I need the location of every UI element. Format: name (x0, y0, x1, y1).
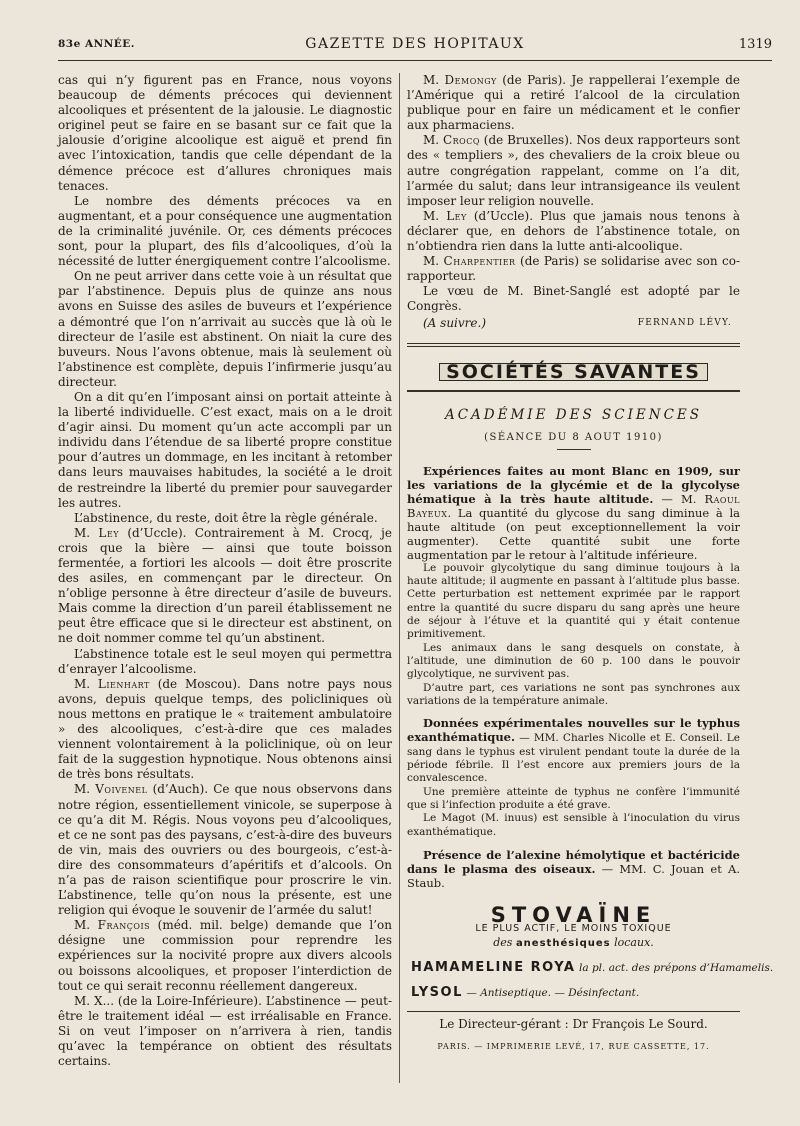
short-rule (557, 449, 591, 450)
speaker-name: Charpentier (443, 254, 516, 269)
hamameline-brand: HAMAMELINE ROYA (411, 960, 576, 975)
signature (407, 316, 740, 331)
page-header (58, 36, 772, 56)
paragraph: M. Voivenel (d’Auch). Ce que nous observons dans notre région, essentiellement vinicole, se superpose à ce qu’a dit M. Régis. Nous voyons peu d’alcooliques, et ce ne sont pas des paysans, c’est-à-dire des buveurs de vin, mais des ouvriers ou des bourgeois, c’est-à-dire des consommateurs d’apéritifs et d’alcools. On n’a pas de raison scientifique pour proscrire le vin. L’abstinence, telle qu’on nous la présente, est une religion qui évoque le souvenir de l’armée du salut! (58, 782, 392, 918)
lysol-ad (411, 985, 740, 1001)
left-column (58, 73, 392, 1069)
author-name: MM. C. Jouan et A. Staub. (407, 861, 740, 890)
paragraph: L’abstinence, du reste, doit être la règle générale. (74, 510, 378, 525)
paragraph: Le pouvoir glycolytique du sang diminue toujours à la haute altitude; il augmente en passant à l’altitude plus basse. Cette perturbation est nettement exprimée par le rapport entre la quantité du sucre disparu du sang après une heure de séjour à l’étuve et la quantité qui y était contenue primitivement. (407, 561, 740, 641)
article: Présence de l’alexine hémolytique et bactéricide dans le plasma des oiseaux. — MM. C. Jouan et A. Staub. (407, 847, 740, 890)
speaker-name: François (97, 918, 151, 933)
divider (407, 1011, 740, 1012)
academy-heading: ACADÉMIE DES SCIENCES (444, 406, 703, 423)
paragraph: Une première atteinte de typhus ne confère l’immunité que si l’infection produite a été grave. (407, 785, 740, 811)
author-name: Raoul Bayeux (407, 491, 740, 520)
speaker-name: Ley (446, 208, 467, 223)
author-signature: FERNAND LÉVY. (637, 317, 732, 328)
hamameline-description: la pl. act. des prépons d’Hamamelis. (579, 962, 774, 974)
paragraph: Le Magot (M. inuus) est sensible à l’inoculation du virus exanthématique. (407, 812, 740, 838)
paragraph: On ne peut arriver dans cette voie à un résultat que par l’abstinence. Depuis plus de quinze ans nous avons en Suisse des asiles de buveurs et l’expérience a démontré que l’on n’arrivait au succès que là où le directeur de l’asile est abstinent. On niait la cure des buveurs. Nous l’avons obtenue, mais là seulement où l’abstinence est complète, depuis l’infirmerie jusqu’au directeur. (58, 269, 392, 389)
paragraph: M. Demongy (de Paris). Je rappellerai l’exemple de l’Amérique qui a retiré l’alcool de la circulation publique pour en faire un médicament et le confier aux pharmaciens. (407, 73, 740, 133)
paragraph: M. Crocq (de Bruxelles). Nos deux rapporteurs sont des « templiers », des chevaliers de la croix bleue ou autre congrégation rappelant, comme on l’a dit, l’armée du salut; dans leur intransigeance ils veulent imposer leur religion nouvelle. (407, 133, 740, 208)
stovaine-ad-subtitle: des anesthésiques locaux. (493, 935, 654, 949)
speaker-name: Ley (98, 525, 120, 540)
paragraph: On a dit qu’en l’imposant ainsi on portait atteinte à la liberté individuelle. C’est exact, mais on a le droit d’agir ainsi. Du moment qu’un acte accompli par un individu dans l’étendue de sa liberté propre constitue pour d’autres un dommage, en les incitant à retomber dans leurs mauvaises habitudes, la société a le droit de restreindre la liberté du premier pour sauvegarder les autres. (58, 389, 392, 510)
column-divider (399, 73, 400, 1083)
speaker-name: Crocq (442, 133, 480, 148)
printer-line: PARIS. — IMPRIMERIE LEVÉ, 17, RUE CASSETTE, 17. (437, 1042, 710, 1052)
lysol-brand: LYSOL (411, 985, 463, 1001)
right-column (407, 73, 774, 1054)
header-rule (58, 60, 772, 61)
speaker-name: Demongy (444, 73, 497, 87)
article-title: Données expérimentales nouvelles sur le typhus exanthématique. (407, 716, 740, 745)
stovaine-ad-title: STOVAÏNE (490, 902, 657, 927)
paragraph: cas qui n’y figurent pas en France, nous voyons beaucoup de déments précoces qui deviennent alcooliques et présentent de la jalousie. Le diagnostic originel peut se faire en se basant sur ce fait que la jalousie d’origine alcoolique est aiguë et prend fin avec l’intoxication, tandis que celle dépendant de la démence précoce est d’allures chroniques mais tenaces. (58, 73, 392, 193)
speaker-name: Lienhart (97, 676, 150, 691)
hamameline-ad (411, 960, 774, 976)
paragraph: L’abstinence totale est le seul moyen qui permettra d’enrayer l’alcoolisme. (58, 646, 392, 676)
author-name: MM. Charles Nicolle et E. Conseil (533, 732, 720, 745)
page-number: 1319 (738, 37, 772, 52)
paragraph: Le vœu de M. Binet-Sanglé est adopté par le Congrès. (407, 284, 740, 314)
director-line: Le Directeur-gérant : Dr François Le Sourd. (439, 1017, 708, 1032)
article: Données expérimentales nouvelles sur le typhus exanthématique. — MM. Charles Nicolle et E. Conseil. Le sang dans le typhus est virulent pendant toute la durée de la période fébrile. Il l’est encore aux premiers jours de la convalescence. (407, 716, 740, 785)
session-date: (SÉANCE DU 8 AOUT 1910) (484, 431, 663, 443)
divider (407, 343, 740, 344)
paragraph: M. Ley (d’Uccle). Contrairement à M. Crocq, je crois que la bière — ainsi que toute boisson fermentée, a fortiori les alcools — doit être proscrite des asiles, en commençant par le directeur. On n’oblige personne à être directeur d’asile de buveurs. Mais comme la direction d’un pareil établissement ne peut être efficace que si le directeur est abstinent, on ne doit nommer comme tel qu’un abstinent. (58, 525, 393, 646)
journal-title: GAZETTE DES HOPITAUX (305, 36, 525, 52)
speaker-name: Voivenel (95, 782, 148, 797)
to-be-continued: (A suivre.) (423, 315, 486, 330)
lysol-description: — Antiseptique. — Désinfectant. (466, 987, 640, 1000)
article-title: Présence de l’alexine hémolytique et bactéricide dans le plasma des oiseaux. (407, 847, 740, 876)
article-title: Expériences faites au mont Blanc en 1909, sur les variations de la glycémie et de la glycolyse hématique à la très haute altitude. (407, 463, 740, 506)
stovaine-ad-tagline: LE PLUS ACTIF, LE MOINS TOXIQUE (475, 922, 672, 934)
paragraph: M. Lienhart (de Moscou). Dans notre pays nous avons, depuis quelque temps, des policliniques où nous mettons en pratique le « traitement ambulatoire » des alcooliques, c’est-à-dire que ces malades viennent volontairement à la policlinique, où on leur fait de la suggestion hypnotique. Nous obtenons ainsi de très bons résultats. (58, 676, 392, 782)
paragraph: Le nombre des déments précoces va en augmentant, et a pour conséquence une augmentation de la criminalité juvénile. Or, ces déments précoces sont, pour la plupart, des fils d’alcooliques, d’où la nécessité de lutter énergiquement contre l’alcoolisme. (58, 193, 392, 269)
paragraph: M. X... (de la Loire-Inférieure). L’abstinence — peut-être le traitement idéal — est irréalisable en France. Si on veut l’imposer on n’arrivera à rien, tandis qu’avec la tempérance on obtient des résultats certains. (58, 993, 392, 1069)
paragraph: D’autre part, ces variations ne sont pas synchrones aux variations de la température animale. (407, 681, 740, 707)
paragraph: M. François (méd. mil. belge) demande que l’on désigne une commission pour reprendre les expériences sur la nocivité propre aux divers alcools ou boissons alcooliques, et proposer l’interdiction de tout ce qui serait reconnu réellement dangereux. (58, 918, 392, 993)
paragraph: M. Charpentier (de Paris) se solidarise avec son co-rapporteur. (407, 254, 740, 284)
divider (407, 390, 740, 392)
section-title: SOCIÉTÉS SAVANTES (407, 363, 740, 381)
year-label: 83e ANNÉE. (58, 38, 135, 50)
article: Expériences faites au mont Blanc en 1909, sur les variations de la glycémie et de la glycolyse hématique à la très haute altitude. — M. Raoul Bayeux. La quantité du glycose du sang diminue à la haute altitude (on peut exceptionnellement la voir augmenter). Cette quantité subit une forte augmentation par le retour à l’altitude inférieure. (407, 463, 740, 562)
paragraph: M. Ley (d’Uccle). Plus que jamais nous tenons à déclarer que, en dehors de l’abstinence totale, on n’obtiendra rien dans la lutte anti-alcoolique. (407, 208, 740, 254)
paragraph: Les animaux dans le sang desquels on constate, à l’altitude, une diminution de 60 p. 100 dans le pouvoir glycolytique, ne survivent pas. (407, 641, 740, 681)
divider (407, 346, 740, 347)
